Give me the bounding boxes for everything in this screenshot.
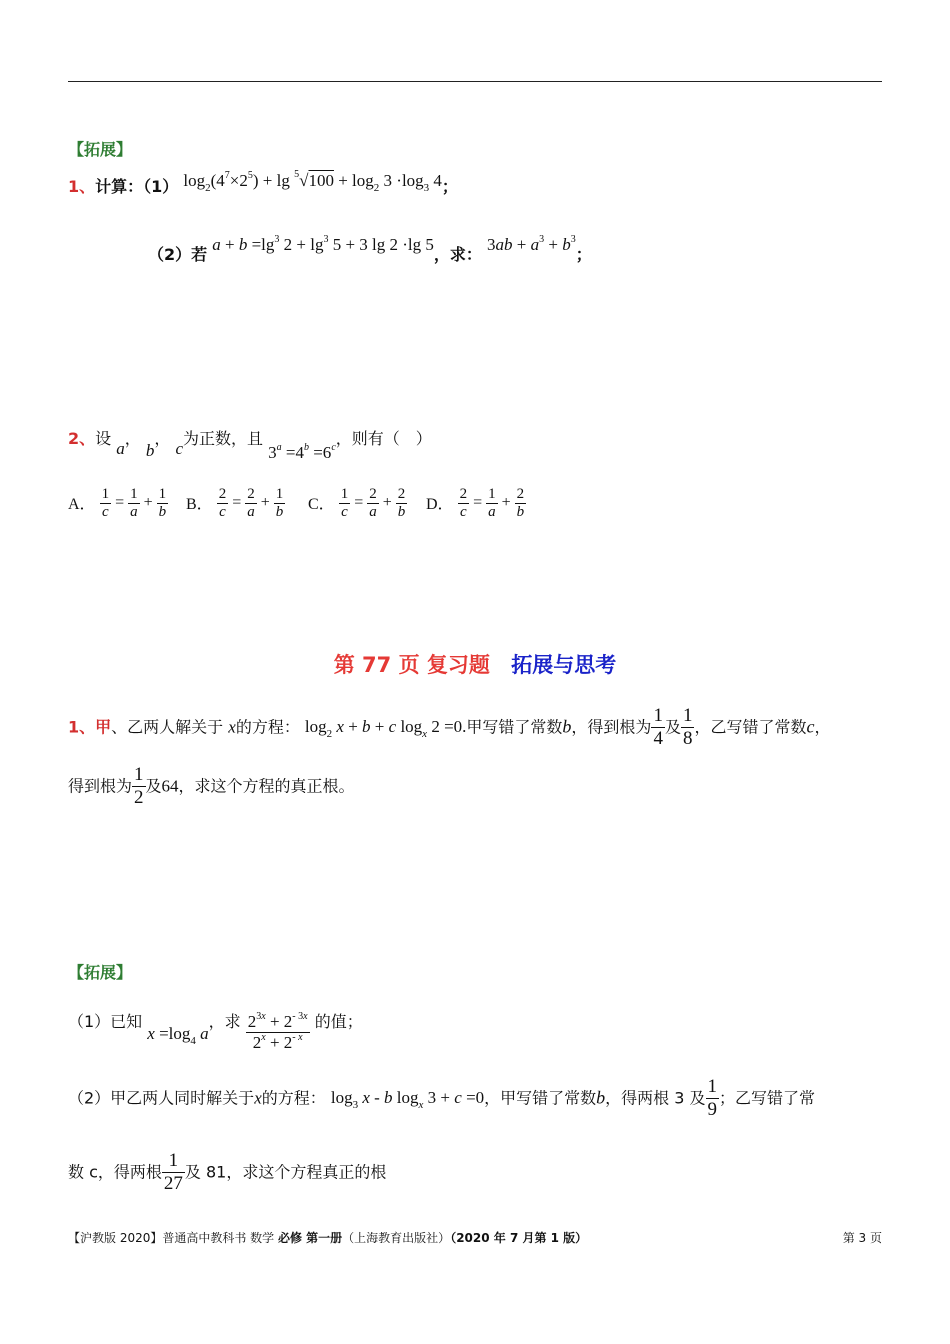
part-label: （2）若 <box>148 245 208 264</box>
problem-1-line2: 得到根为 $\frac{1}{2}$ 及64，求这个方程的真正根。 <box>68 764 355 808</box>
extension-part-1: （1）已知 $x =\log_4$ a，求 $\frac{2^{3x} + 2^{- 3x}}{2^x + 2^{- x}}$ 的值； <box>68 1011 363 1052</box>
problem-1-line1: 1、甲、乙两人解关于 x的方程： $\log_2 x + b + c$ $\log_x 2 =0$.甲写错了常数b，得到根为 $\frac{1}{4}$ 及 $\frac{1}{8}$ ，乙写错了常数c， <box>68 705 831 749</box>
question-1-part2: （2）若 $a + b =\lg^3$ $2 + \lg^3 5 + 3$ lg 2 ·lg 5，求： $3ab + a^3 + b^3$； <box>148 234 592 264</box>
part-label: （1） <box>143 177 179 196</box>
question-lead: 计算： <box>95 177 144 196</box>
question-number: 1、 <box>68 177 96 196</box>
question-number: 2、 <box>68 429 96 448</box>
page-number: 第 3 页 <box>842 1231 882 1245</box>
page-heading: 第 77 页 复习题 拓展与思考 <box>333 653 617 677</box>
formula-part2-given: $a + b =\lg^3$ $2 + \lg^3 5 + 3$ lg 2 ·lg 5 <box>212 234 434 254</box>
extension-part-2: （2）甲乙两人同时解关于x的方程： $\log_3 x$ - b $\log_x 3 + c =0$，甲写错了常数b，得两根 3 及 $\frac{1}{9}$ ；乙写错了常 <box>68 1076 816 1120</box>
formula-equation-2: $\log_3 x$ - b $\log_x 3 + c =0$ <box>330 1088 485 1112</box>
footer-left: 【沪教版 2020】普通高中教科书 数学 必修 第一册（上海教育出版社）（2020 年 7 月第 1 版） <box>68 1231 588 1245</box>
extension-part-2-line2: 数 c，得两根 $\frac{1}{27}$ 及 81，求这个方程真正的根 <box>68 1150 387 1194</box>
formula-ratio: $\frac{2^{3x} + 2^{- 3x}}{2^x + 2^{- x}}$ <box>247 1011 308 1052</box>
formula-part2-target: $3ab + a^3 + b^3$ <box>487 234 576 254</box>
option-a[interactable]: A． $\frac{1}{c}$ = $\frac{1}{a}$ + $\frac{1}{b}$ <box>68 486 167 520</box>
section-label: 【拓展】 <box>68 140 133 159</box>
question-1: 1、计算：（1） $\log_2(4^7\times 2^5) + \lg ^5√100 + \log_2 3 \cdot\log_3$ 4； <box>68 169 458 196</box>
section-label-2: 【拓展】 <box>68 963 133 982</box>
formula-equation: $\log_2 x + b + c$ $\log_x 2 =0$. <box>304 717 467 741</box>
option-d[interactable]: D． $\frac{2}{c}$ = $\frac{1}{a}$ + $\frac{2}{b}$ <box>426 486 525 520</box>
formula-condition: $3^a =4^b =6^c$ <box>268 442 336 462</box>
question-2: 2、设 a， b， c为正数，且 $3^a =4^b =6^c$，则有（ ） <box>68 429 432 462</box>
option-c[interactable]: C． $\frac{1}{c}$ = $\frac{2}{a}$ + $\frac{2}{b}$ <box>308 486 406 520</box>
header-rule <box>68 81 882 82</box>
formula-part1: $\log_2(4^7\times 2^5) + \lg ^5√100 + \log_2 3 \cdot\log_3$ 4 <box>183 169 442 194</box>
option-b[interactable]: B． $\frac{2}{c}$ = $\frac{2}{a}$ + $\frac{1}{b}$ <box>186 486 284 520</box>
formula-given: $x =\log_4$ a <box>147 1024 209 1048</box>
